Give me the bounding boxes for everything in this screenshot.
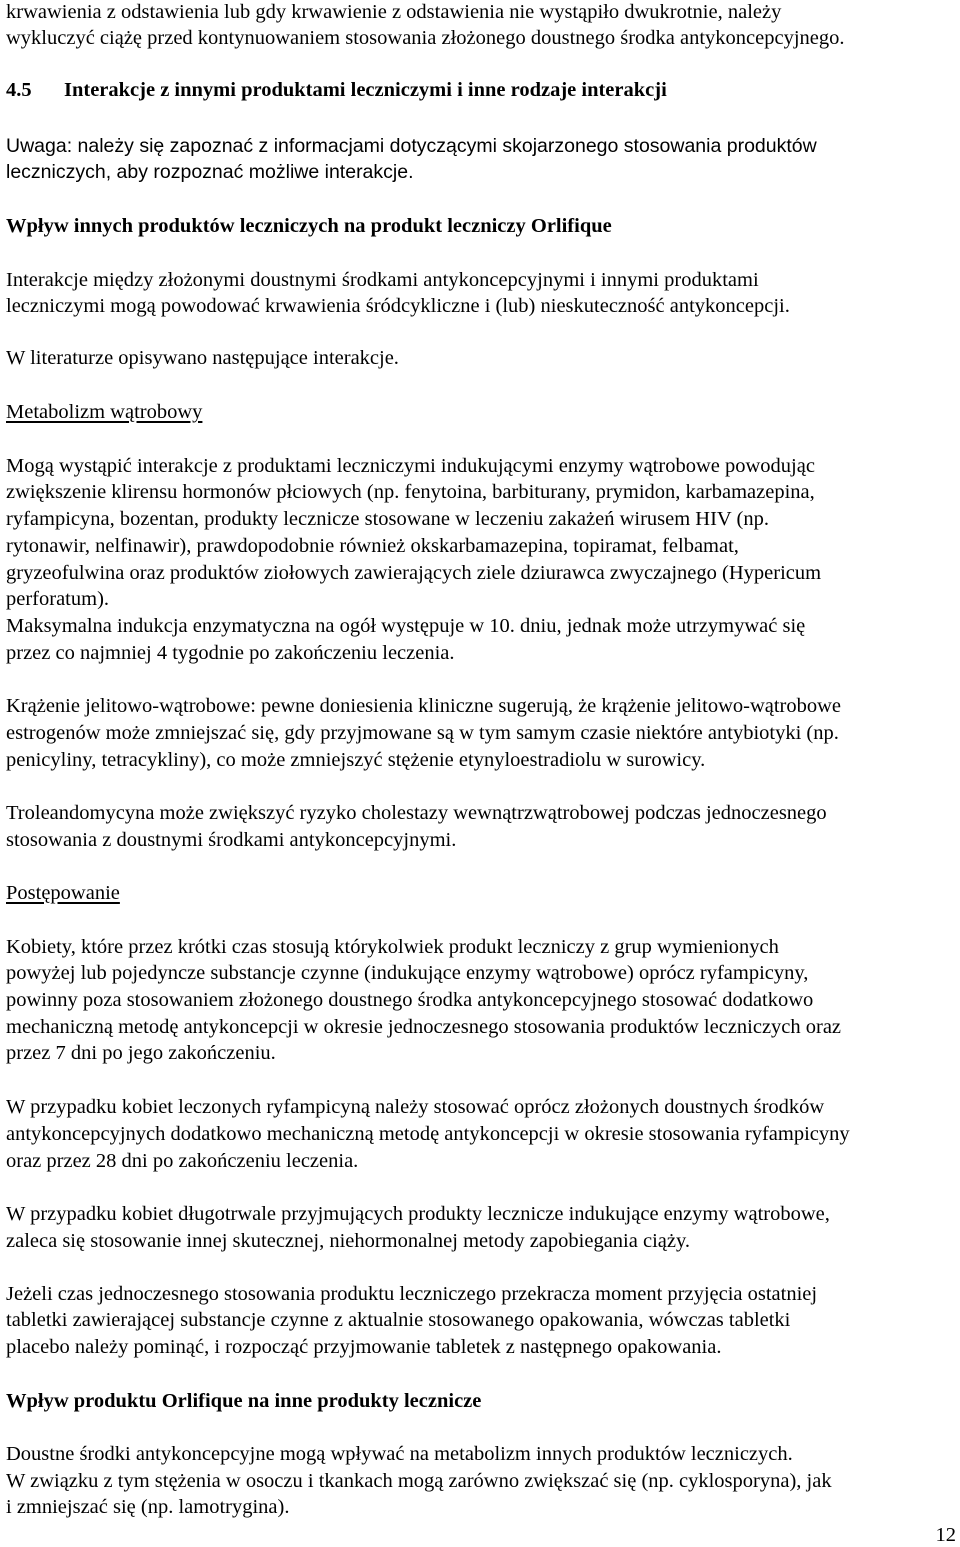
paragraph-line: antykoncepcyjnych dodatkowo mechaniczną metodę antykoncepcji w okresie stosowania ryfampicyny bbox=[6, 1123, 850, 1145]
subheading-management: Postępowanie bbox=[6, 882, 120, 904]
paragraph-line: mechaniczną metodę antykoncepcji w okresie jednoczesnego stosowania produktów leczniczych oraz bbox=[6, 1016, 842, 1038]
heading-orlifique-effect: Wpływ produktu Orlifique na inne produkty lecznicze bbox=[6, 1390, 482, 1412]
paragraph-line: zaleca się stosowanie innej skutecznej, niehormonalnej metody zapobiegania ciąży. bbox=[6, 1230, 691, 1252]
paragraph-line: Troleandomycyna może zwiększyć ryzyko cholestazy wewnątrzwątrobowej podczas jednoczesnego bbox=[6, 802, 827, 824]
paragraph-line: Mogą wystąpić interakcje z produktami leczniczymi indukującymi enzymy wątrobowe powodując bbox=[6, 455, 815, 477]
paragraph-line: leczniczymi mogą powodować krwawienia śródcykliczne i (lub) nieskuteczność antykoncepcji. bbox=[6, 295, 790, 317]
paragraph-line: Krążenie jelitowo-wątrobowe: pewne doniesienia kliniczne sugerują, że krążenie jelitowo-wątrobowe bbox=[6, 695, 842, 717]
paragraph-line: rytonawir, nelfinawir), prawdopodobnie również okskarbamazepina, topiramat, felbamat, bbox=[6, 535, 739, 557]
paragraph-line: W związku z tym stężenia w osoczu i tkankach mogą zarówno zwiększać się (np. cyklosporyna), jak bbox=[6, 1470, 832, 1492]
paragraph-line: stosowania z doustnymi środkami antykoncepcyjnymi. bbox=[6, 829, 457, 851]
paragraph-line: W przypadku kobiet leczonych ryfampicyną należy stosować oprócz złożonych doustnych środków bbox=[6, 1096, 825, 1118]
note-line: Uwaga: należy się zapoznać z informacjami dotyczącymi skojarzonego stosowania produktów bbox=[6, 135, 817, 157]
section-title: Interakcje z innymi produktami leczniczymi i inne rodzaje interakcji bbox=[64, 79, 667, 101]
subheading-hepatic-metabolism: Metabolizm wątrobowy bbox=[6, 401, 203, 423]
paragraph-line: zwiększenie klirensu hormonów płciowych (np. fenytoina, barbiturany, prymidon, karbamazepina, bbox=[6, 481, 815, 503]
paragraph-line: i zmniejszać się (np. lamotrygina). bbox=[6, 1496, 290, 1518]
paragraph-line: Kobiety, które przez krótki czas stosują którykolwiek produkt leczniczy z grup wymienionych bbox=[6, 936, 779, 958]
paragraph-line: tabletki zawierającej substancje czynne z aktualnie stosowanego opakowania, wówczas tabletki bbox=[6, 1309, 791, 1331]
paragraph-line: przez 7 dni po jego zakończeniu. bbox=[6, 1042, 276, 1064]
paragraph-line: estrogenów może zmniejszać się, gdy przyjmowane są w tym samym czasie niektóre antybiotyki (np. bbox=[6, 722, 839, 744]
page-number: 12 bbox=[935, 1524, 956, 1546]
intro-line: krwawienia z odstawienia lub gdy krwawienie z odstawienia nie wystąpiło dwukrotnie, należy bbox=[6, 1, 782, 23]
paragraph-line: powyżej lub pojedyncze substancje czynne (indukujące enzymy wątrobowe) oprócz ryfampicyny, bbox=[6, 962, 809, 984]
paragraph-line: Doustne środki antykoncepcyjne mogą wpływać na metabolizm innych produktów leczniczych. bbox=[6, 1443, 793, 1465]
paragraph-line: Maksymalna indukcja enzymatyczna na ogół występuje w 10. dniu, jednak może utrzymywać się bbox=[6, 615, 806, 637]
intro-line: wykluczyć ciążę przed kontynuowaniem stosowania złożonego doustnego środka antykoncepcyjnego. bbox=[6, 27, 845, 49]
heading-other-products: Wpływ innych produktów leczniczych na produkt leczniczy Orlifique bbox=[6, 215, 612, 237]
paragraph-line: gryzeofulwina oraz produktów ziołowych zawierających ziele dziurawca zwyczajnego (Hypericum bbox=[6, 562, 822, 584]
paragraph-line: penicyliny, tetracykliny), co może zmniejszyć stężenie etynyloestradiolu w surowicy. bbox=[6, 749, 706, 771]
paragraph-line: Jeżeli czas jednoczesnego stosowania produktu leczniczego przekracza moment przyjęcia ostatniej bbox=[6, 1283, 818, 1305]
paragraph-line: powinny poza stosowaniem złożonego doustnego środka antykoncepcyjnego stosować dodatkowo bbox=[6, 989, 814, 1011]
note-line: leczniczych, aby rozpoznać możliwe interakcje. bbox=[6, 161, 414, 183]
paragraph-line: placebo należy pominąć, i rozpocząć przyjmowanie tabletek z następnego opakowania. bbox=[6, 1336, 722, 1358]
paragraph-line: oraz przez 28 dni po zakończeniu leczenia. bbox=[6, 1150, 359, 1172]
paragraph-line: perforatum). bbox=[6, 588, 110, 610]
paragraph-line: ryfampicyna, bozentan, produkty lecznicze stosowane w leczeniu zakażeń wirusem HIV (np. bbox=[6, 508, 769, 530]
paragraph-line: przez co najmniej 4 tygodnie po zakończeniu leczenia. bbox=[6, 642, 455, 664]
paragraph-line: W przypadku kobiet długotrwale przyjmujących produkty lecznicze indukujące enzymy wątrobowe, bbox=[6, 1203, 830, 1225]
paragraph-line: Interakcje między złożonymi doustnymi środkami antykoncepcyjnymi i innymi produktami bbox=[6, 269, 759, 291]
paragraph-line: W literaturze opisywano następujące interakcje. bbox=[6, 347, 399, 369]
section-number: 4.5 bbox=[6, 79, 32, 101]
